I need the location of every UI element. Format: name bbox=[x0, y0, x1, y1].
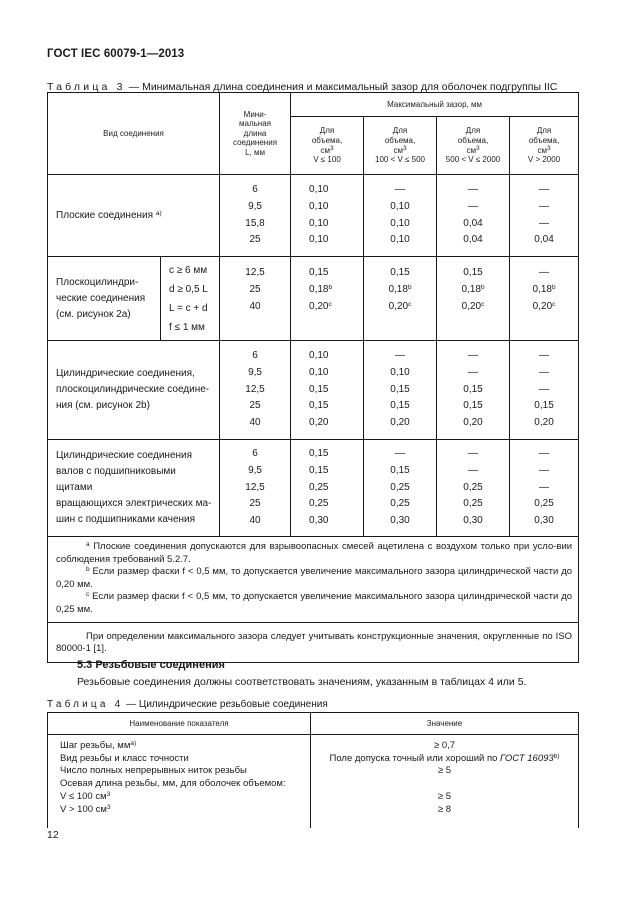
gap-value: 0,20 bbox=[534, 417, 554, 429]
table-3-note-row bbox=[48, 622, 579, 662]
document-code: ГОСТ IEC 60079-1—2013 bbox=[47, 48, 185, 60]
joint-kind: Плоские соединения bbox=[56, 209, 154, 221]
joint-condition: d ≥ 0,5 L bbox=[169, 283, 208, 295]
footnote-text: Если размер фаски f < 0,5 мм, то допускается увеличение максимального зазора цилиндрической части до 0,25 мм. bbox=[56, 591, 573, 615]
section-heading: 5.3 Резьбовые соединения bbox=[77, 659, 225, 671]
gap-value: 0,15 bbox=[309, 400, 329, 412]
volume-range: 500 < V ≤ 2000 bbox=[445, 155, 501, 165]
gap-value bbox=[437, 282, 509, 299]
joint-kind-line: плоскоцилиндрические соедине- bbox=[56, 384, 210, 395]
column-header-joint-length-line: длина bbox=[243, 128, 267, 138]
gap-cell bbox=[291, 175, 364, 257]
gap-value: — bbox=[539, 464, 550, 476]
volume-header-line: объема, bbox=[384, 135, 416, 145]
parameter-value: ≥ 5 bbox=[437, 765, 452, 777]
gap-value: — bbox=[395, 350, 406, 361]
column-header-joint-length-line: мальная bbox=[239, 119, 271, 129]
gap-value-number: 0,18 bbox=[461, 283, 481, 295]
gap-value: 0,15 bbox=[390, 400, 410, 412]
parameter-name: Вид резьбы и класс точности bbox=[60, 752, 189, 764]
length-value: 6 bbox=[252, 183, 258, 195]
gap-value: — bbox=[468, 448, 479, 459]
standard-reference: ГОСТ 16093 bbox=[500, 752, 554, 764]
gap-cell bbox=[437, 440, 510, 537]
gap-value: 0,15 bbox=[390, 267, 410, 278]
gap-value bbox=[510, 299, 578, 316]
parameter-name bbox=[60, 791, 306, 804]
length-value: 12,5 bbox=[245, 383, 265, 395]
gap-value: 0,15 bbox=[390, 383, 410, 395]
footnote-text: Если размер фаски f < 0,5 мм, то допускается увеличение максимального зазора цилиндрической части до 0,20 мм. bbox=[56, 566, 573, 590]
gap-value: 0,10 bbox=[309, 350, 329, 361]
joint-kind-line: (см. рисунок 2а) bbox=[56, 308, 131, 320]
gap-value: — bbox=[539, 267, 550, 278]
gap-value: 0,10 bbox=[390, 366, 410, 378]
gap-cell bbox=[510, 440, 579, 537]
joint-kind-line: Цилиндрические соединения bbox=[56, 450, 193, 461]
column-header-value: Значение bbox=[311, 713, 579, 735]
volume-unit-exponent: 3 bbox=[329, 144, 334, 152]
length-cell bbox=[220, 440, 291, 537]
parameter-name: Число полных непрерывных ниток резьбы bbox=[60, 765, 247, 777]
footnote-c bbox=[56, 591, 572, 616]
table-row-flat-joints bbox=[48, 175, 579, 257]
gap-value: — bbox=[468, 366, 479, 378]
volume-range: V > 2000 bbox=[527, 155, 561, 165]
column-header-joint-length-line: Мини- bbox=[243, 109, 267, 119]
volume-header-line: объема, bbox=[311, 135, 343, 145]
joint-kind-line: шин с подшипниками качения bbox=[56, 514, 196, 525]
length-value: 12,5 bbox=[245, 267, 265, 278]
volume-unit-exponent: 3 bbox=[402, 144, 407, 152]
volume-header-line: Для bbox=[465, 126, 481, 136]
gap-value: 0,15 bbox=[463, 383, 483, 395]
gap-cell bbox=[364, 341, 437, 440]
gap-value: 0,15 bbox=[309, 464, 329, 476]
volume-header-line bbox=[437, 146, 509, 156]
parameter-names-cell bbox=[48, 735, 311, 828]
volume-unit: см bbox=[393, 145, 403, 155]
gap-value-number: 0,18 bbox=[388, 283, 408, 295]
gap-cell bbox=[510, 257, 579, 341]
table-4-caption bbox=[47, 699, 328, 710]
parameter-name-text: V > 100 см bbox=[60, 803, 107, 815]
gap-value: — bbox=[539, 200, 550, 212]
footnote-ref: c bbox=[552, 300, 556, 308]
footnote-ref: a) bbox=[130, 740, 137, 747]
volume-header-line bbox=[291, 146, 363, 156]
gap-value: — bbox=[539, 448, 550, 459]
length-value: 40 bbox=[249, 417, 261, 429]
gap-value: 0,25 bbox=[309, 481, 329, 493]
gap-value: 0,04 bbox=[463, 234, 483, 246]
table-row-cylindrical-joints bbox=[48, 341, 579, 440]
gap-cell bbox=[437, 175, 510, 257]
gap-cell bbox=[364, 175, 437, 257]
gap-value bbox=[510, 282, 578, 299]
gap-cell bbox=[510, 175, 579, 257]
gap-value: 0,25 bbox=[390, 481, 410, 493]
length-value: 6 bbox=[252, 448, 258, 459]
gap-value: 0,10 bbox=[390, 217, 410, 229]
joint-kind-line: ния (см. рисунок 2b) bbox=[56, 400, 150, 411]
parameter-name-text: Шаг резьбы, мм bbox=[60, 740, 131, 751]
table-3-caption-title: — Минимальная длина соединения и максимальный зазор для оболочек подгруппы IIC bbox=[125, 81, 558, 93]
gap-value: — bbox=[539, 183, 550, 195]
length-value: 25 bbox=[249, 498, 261, 510]
volume-range: V ≤ 100 bbox=[313, 155, 341, 165]
gap-value: — bbox=[468, 464, 479, 476]
gap-value-number: 0,20 bbox=[532, 300, 553, 312]
gap-value: 0,04 bbox=[534, 234, 554, 246]
table-row-flat-cylindrical-joints bbox=[48, 257, 579, 341]
gap-value-number: 0,20 bbox=[309, 300, 329, 312]
volume-unit: см bbox=[320, 145, 330, 155]
column-header-joint-kind: Вид соединения bbox=[48, 93, 220, 175]
gap-value: 0,20 bbox=[309, 417, 329, 429]
column-header-joint-length-line: L, мм bbox=[245, 147, 265, 157]
joint-kind-line: ческие соединения bbox=[56, 292, 146, 304]
gap-value: 0,15 bbox=[309, 267, 329, 278]
gap-value: 0,30 bbox=[390, 515, 410, 527]
footnote-ref: c bbox=[328, 300, 332, 308]
footnote-ref: b bbox=[551, 283, 556, 291]
table-3 bbox=[47, 92, 579, 663]
length-value: 12,5 bbox=[245, 481, 265, 493]
joint-kind-line: Цилиндрические соединения, bbox=[56, 368, 195, 379]
footnote-mark: c bbox=[86, 591, 90, 599]
footnote-mark: a bbox=[86, 541, 90, 548]
gap-value: 0,10 bbox=[309, 183, 329, 195]
gap-value: — bbox=[468, 350, 479, 361]
unit-exponent: 3 bbox=[106, 803, 111, 811]
gap-cell bbox=[364, 257, 437, 341]
gap-value: 0,15 bbox=[309, 383, 329, 395]
length-value: 15,8 bbox=[245, 217, 265, 229]
volume-unit-exponent: 3 bbox=[546, 144, 551, 152]
column-header-parameter: Наименование показателя bbox=[48, 713, 311, 735]
joint-kind-line: валов с подшипниковыми щитами bbox=[56, 466, 176, 493]
gap-value-number: 0,20 bbox=[461, 300, 482, 312]
volume-header-line: объема, bbox=[528, 135, 560, 145]
parameter-name: Осевая длина резьбы, мм, для оболочек объемом: bbox=[60, 778, 286, 790]
length-cell bbox=[220, 341, 291, 440]
column-header-volume-1 bbox=[291, 117, 364, 175]
gap-value: 0,15 bbox=[463, 400, 483, 412]
length-cell bbox=[220, 257, 291, 341]
length-value: 25 bbox=[249, 400, 261, 412]
column-header-max-gap: Максимальный зазор, мм bbox=[291, 93, 579, 117]
footnote-b bbox=[56, 566, 572, 591]
gap-value: — bbox=[539, 481, 550, 493]
section-paragraph: Резьбовые соединения должны соответствовать значениям, указанным в таблицах 4 или 5. bbox=[77, 676, 527, 688]
joint-condition: L = c + d bbox=[169, 302, 208, 314]
gap-value bbox=[437, 299, 509, 316]
footnote-ref: c bbox=[481, 300, 485, 308]
gap-cell bbox=[364, 440, 437, 537]
gap-cell bbox=[291, 440, 364, 537]
table-row-shaft-joints bbox=[48, 440, 579, 537]
gap-cell bbox=[437, 257, 510, 341]
gap-value bbox=[364, 299, 436, 316]
table-3-note: При определении максимального зазора следует учитывать конструкционные значения, округленные по ISO 80000-1 [1]. bbox=[48, 622, 579, 662]
footnote-ref: b bbox=[480, 283, 485, 291]
length-cell bbox=[220, 175, 291, 257]
column-header-volume-3 bbox=[437, 117, 510, 175]
footnote-ref: b bbox=[328, 283, 333, 291]
joint-kind-line: вращающихся электрических ма- bbox=[56, 498, 212, 509]
parameter-name bbox=[60, 740, 306, 753]
volume-header-line bbox=[510, 146, 578, 156]
gap-cell bbox=[291, 341, 364, 440]
parameter-value: ≥ 0,7 bbox=[433, 740, 456, 751]
gap-value: 0,20 bbox=[390, 417, 410, 429]
gap-value: — bbox=[539, 366, 550, 378]
parameter-values-cell bbox=[311, 735, 579, 828]
joint-kind-line: Плоскоцилиндри- bbox=[56, 276, 139, 288]
gap-value: 0,15 bbox=[463, 267, 483, 278]
table-4-caption-label: Таблица 4 bbox=[47, 699, 124, 710]
gap-value: 0,20 bbox=[463, 417, 483, 429]
gap-value: 0,25 bbox=[534, 498, 554, 510]
gap-value: — bbox=[539, 350, 550, 361]
parameter-value bbox=[317, 753, 572, 766]
page-number: 12 bbox=[47, 829, 59, 841]
gap-value: — bbox=[395, 183, 406, 195]
joint-conditions-cell bbox=[161, 257, 220, 341]
gap-value: — bbox=[539, 217, 550, 229]
length-value: 9,5 bbox=[248, 366, 262, 378]
column-header-volume-4 bbox=[510, 117, 579, 175]
volume-header-line: Для bbox=[536, 126, 552, 136]
table-3-footnotes bbox=[48, 537, 579, 623]
table-4 bbox=[47, 712, 579, 828]
footnote-text: Плоские соединения допускаются для взрывоопасных смесей ацетилена с воздухом только при усло-вии соблюдения требований 5.2.7. bbox=[56, 541, 573, 565]
gap-value: 0,10 bbox=[390, 234, 410, 246]
volume-unit: см bbox=[466, 145, 476, 155]
volume-header-line bbox=[364, 146, 436, 156]
length-value: 40 bbox=[249, 515, 261, 527]
parameter-value bbox=[317, 778, 572, 791]
gap-value: — bbox=[468, 200, 479, 212]
gap-value bbox=[309, 282, 363, 299]
gap-value: 0,25 bbox=[463, 498, 483, 510]
gap-value-number: 0,20 bbox=[388, 300, 409, 312]
gap-cell bbox=[510, 341, 579, 440]
footnote-ref: b) bbox=[553, 752, 560, 760]
gap-value: 0,15 bbox=[534, 400, 554, 412]
volume-header-line: Для bbox=[319, 126, 335, 136]
volume-header-line: Для bbox=[392, 126, 408, 136]
volume-header-line: объема, bbox=[457, 135, 489, 145]
joint-kind-cell bbox=[48, 440, 220, 537]
gap-value: — bbox=[539, 383, 550, 395]
footnote-ref: b bbox=[407, 283, 412, 291]
gap-value: 0,30 bbox=[309, 515, 329, 527]
length-value: 40 bbox=[249, 300, 261, 312]
gap-value: — bbox=[468, 183, 479, 195]
table-3-caption-label: Таблица 3 bbox=[47, 81, 126, 93]
length-value: 25 bbox=[249, 234, 261, 246]
column-header-volume-2 bbox=[364, 117, 437, 175]
volume-range: 100 < V ≤ 500 bbox=[375, 155, 425, 165]
gap-cell bbox=[291, 257, 364, 341]
gap-value: 0,30 bbox=[534, 515, 554, 527]
parameter-name bbox=[60, 804, 306, 817]
gap-value bbox=[364, 282, 436, 299]
length-value: 9,5 bbox=[248, 464, 262, 476]
gap-value: 0,10 bbox=[309, 366, 329, 378]
footnote-ref: a) bbox=[155, 209, 162, 217]
column-header-joint-length bbox=[220, 93, 291, 175]
gap-value: — bbox=[395, 448, 406, 459]
volume-unit-exponent: 3 bbox=[475, 144, 480, 152]
parameter-value: ≥ 8 bbox=[437, 803, 452, 815]
footnote-a bbox=[56, 541, 572, 566]
length-value: 25 bbox=[249, 283, 261, 295]
joint-kind-cell bbox=[48, 257, 161, 341]
gap-value: 0,25 bbox=[390, 498, 410, 510]
parameter-value-text: Поле допуска точный или хороший по bbox=[329, 752, 501, 764]
gap-cell bbox=[437, 341, 510, 440]
gap-value-number: 0,18 bbox=[309, 283, 329, 295]
parameter-value: ≥ 5 bbox=[437, 790, 452, 802]
gap-value: 0,04 bbox=[463, 217, 483, 229]
footnote-ref: c bbox=[408, 300, 412, 308]
unit-exponent: 3 bbox=[106, 790, 111, 798]
gap-value: 0,10 bbox=[390, 200, 410, 212]
gap-value: 0,15 bbox=[390, 464, 410, 476]
gap-value: 0,15 bbox=[309, 448, 329, 459]
length-value: 6 bbox=[252, 350, 258, 361]
gap-value: 0,10 bbox=[309, 234, 329, 246]
gap-value-number: 0,18 bbox=[532, 283, 552, 295]
gap-value: 0,25 bbox=[309, 498, 329, 510]
parameter-name-text: V ≤ 100 см bbox=[60, 790, 107, 802]
table-3-footnotes-row bbox=[48, 537, 579, 623]
gap-value: 0,25 bbox=[463, 481, 483, 493]
gap-value bbox=[309, 299, 363, 316]
gap-value: 0,10 bbox=[309, 217, 329, 229]
joint-kind-cell bbox=[48, 175, 220, 257]
volume-unit: см bbox=[537, 145, 547, 155]
column-header-joint-length-line: соединения bbox=[232, 138, 278, 148]
length-value: 9,5 bbox=[248, 200, 262, 212]
footnote-mark: b bbox=[86, 566, 90, 574]
gap-value: 0,30 bbox=[463, 515, 483, 527]
table-4-caption-title: — Цилиндрические резьбовые соединения bbox=[123, 699, 328, 710]
joint-condition: c ≥ 6 мм bbox=[169, 264, 208, 276]
joint-kind-cell bbox=[48, 341, 220, 440]
gap-value: 0,10 bbox=[309, 200, 329, 212]
joint-condition: f ≤ 1 мм bbox=[169, 321, 205, 333]
